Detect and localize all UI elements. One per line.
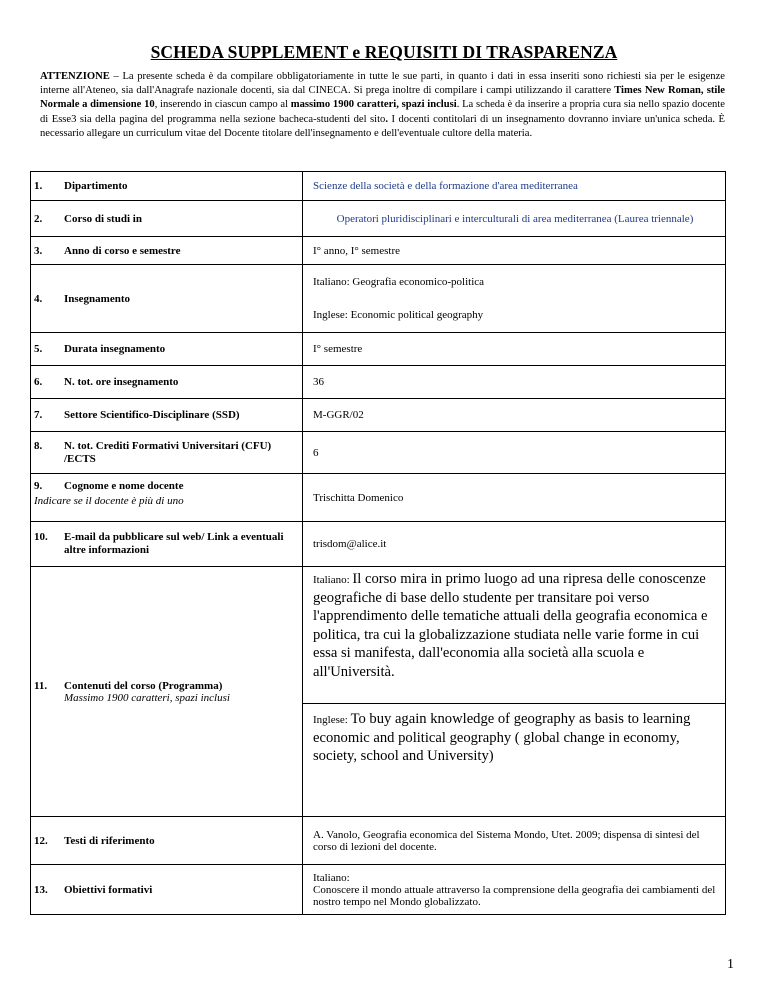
ssd-value: M-GGR/02	[303, 399, 726, 432]
intro-text-4: I docenti contitolari di un insegnamento dovranno inviare un'unica scheda. È necessario allegare un curriculum vitae del Docente titolare dell'insegnamento e dell'eventuale cultore della materia.	[40, 113, 725, 139]
email-value: trisdom@alice.it	[303, 522, 726, 567]
row-number: 9.	[34, 480, 43, 492]
row-corso-di-studi	[31, 201, 726, 237]
intro-font-instruction: Times New Roman, stile Normale a dimensione 10	[40, 85, 725, 111]
row-dipartimento	[31, 172, 726, 201]
row-note: Massimo 1900 caratteri, spazi inclusi	[64, 691, 230, 704]
testi-value: A. Vanolo, Geografia economica del Sistema Mondo, Utet. 2009; dispensa di sintesi del corso di lezioni del docente.	[303, 817, 726, 865]
row-label: Contenuti del corso (Programma)	[64, 679, 223, 692]
row-label: Corso di studi in	[64, 212, 142, 225]
obiettivi-value	[303, 865, 726, 915]
row-label: Cognome e nome docente	[64, 480, 184, 492]
obiettivi-line-2: Conoscere il mondo attuale attraverso la comprensione della geografia dei cambiamenti del nostro tempo nel Mondo globalizzato.	[313, 883, 716, 908]
row-number: 1.	[34, 180, 43, 192]
row-note: Indicare se il docente è più di uno	[34, 495, 184, 507]
row-label: Durata insegnamento	[64, 343, 166, 355]
docente-value: Trischitta Domenico	[303, 474, 726, 522]
row-label: Settore Scientifico-Disciplinare (SSD)	[64, 409, 240, 421]
row-number: 7.	[34, 409, 43, 421]
obiettivi-line-1: Italiano:	[313, 871, 350, 884]
contenuti-it-prefix: Italiano:	[313, 574, 353, 586]
intro-paragraph	[40, 70, 725, 141]
scheda-table	[30, 171, 726, 915]
row-number: 2.	[34, 212, 43, 225]
row-contenuti-it	[31, 567, 726, 704]
row-number: 5.	[34, 343, 43, 355]
row-insegnamento-it	[31, 265, 726, 299]
row-number: 12.	[34, 834, 48, 847]
row-cfu	[31, 432, 726, 474]
document-title: SCHEDA SUPPLEMENT e REQUISITI DI TRASPARENZA	[150, 42, 618, 62]
page-number: 1	[727, 957, 734, 972]
contenuti-en-prefix: Inglese:	[313, 714, 351, 726]
row-label: Testi di riferimento	[64, 834, 155, 847]
row-label: N. tot. ore insegnamento	[64, 376, 179, 388]
row-label: Dipartimento	[64, 180, 128, 192]
intro-text-3: . La scheda è da inserire a propria cura sia nello spazio docente di Esse3 sia della pagina del programma nella sezione bacheca-studenti del sito	[40, 99, 725, 125]
intro-warning: ATTENZIONE	[40, 71, 110, 82]
cfu-value: 6	[303, 432, 726, 474]
contenuti-it-text: Il corso mira in primo luogo ad una ripresa delle conoscenze geografiche di base dello studente per transitare poi verso l'apprendimento delle tematiche attuali della geografia economica e politica, tra cui la globalizzazione studiata nelle varie forme in cui essa si manifesta, dall'economia alla società alla scuola e all'Università.	[313, 571, 708, 680]
row-label: Insegnamento	[64, 292, 131, 305]
anno-semestre-value: I° anno, I° semestre	[303, 237, 726, 265]
row-number: 11.	[34, 679, 48, 692]
row-label: Obiettivi formativi	[64, 883, 153, 896]
ore-value: 36	[303, 366, 726, 399]
contenuti-en-text: To buy again knowledge of geography as basis to learning economic and political geography ( global change in economy, society, school and University)	[313, 711, 691, 765]
row-anno-semestre	[31, 237, 726, 265]
durata-value: I° semestre	[303, 333, 726, 366]
intro-max-chars: massimo 1900 caratteri, spazi inclusi	[290, 99, 457, 111]
insegnamento-en-value: Inglese: Economic political geography	[303, 299, 726, 333]
row-testi	[31, 817, 726, 865]
row-label: N. tot. Crediti Formativi Universitari (CFU) /ECTS	[64, 439, 272, 465]
row-durata	[31, 333, 726, 366]
contenuti-en-value	[303, 704, 726, 817]
row-email	[31, 522, 726, 567]
row-number: 6.	[34, 376, 43, 388]
row-label: E-mail da pubblicare sul web/ Link a eventuali altre informazioni	[64, 531, 284, 556]
row-number: 13.	[34, 883, 48, 896]
intro-text-1: – La presente scheda è da compilare obbligatoriamente in tutte le sue parti, in quanto i dati in essa inseriti sono richiesti sia per le esigenze interne all'Ateneo, sia dall'Anagrafe nazionale docenti, sia dal CINECA. Si prega inoltre di compilare i campi utilizzando il carattere	[40, 71, 725, 97]
row-ore	[31, 366, 726, 399]
row-number: 3.	[34, 244, 43, 257]
dipartimento-value: Scienze della società e della formazione d'area mediterranea	[303, 172, 726, 201]
row-number: 8.	[34, 439, 43, 452]
intro-period: .	[385, 113, 389, 125]
row-label: Anno di corso e semestre	[64, 244, 181, 257]
row-obiettivi	[31, 865, 726, 915]
contenuti-it-value	[303, 567, 726, 704]
corso-di-studi-value: Operatori pluridisciplinari e interculturali di area mediterranea (Laurea triennale)	[303, 201, 726, 237]
insegnamento-it-value: Italiano: Geografia economico-politica	[303, 265, 726, 299]
row-number: 10.	[34, 531, 48, 543]
row-ssd	[31, 399, 726, 432]
row-number: 4.	[34, 292, 43, 305]
row-docente	[31, 474, 726, 522]
intro-text-2: , inserendo in ciascun campo al	[154, 99, 291, 111]
